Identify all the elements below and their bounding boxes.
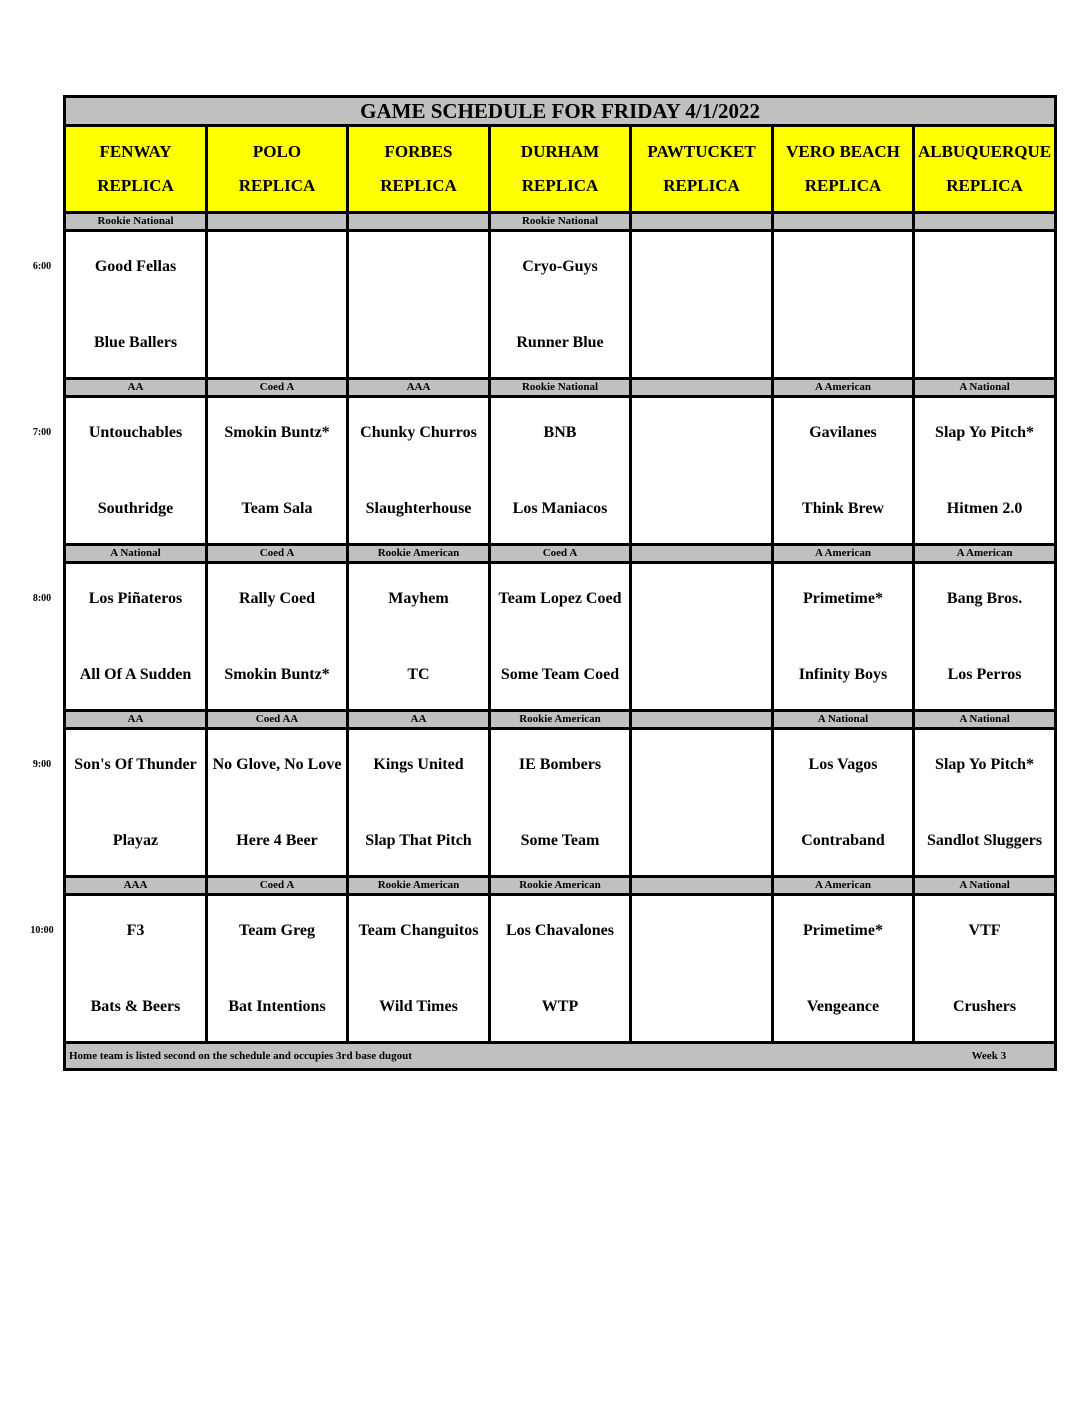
field-type: REPLICA xyxy=(663,176,740,195)
away-team: Team Changuitos xyxy=(358,921,479,939)
team-gap xyxy=(66,296,205,314)
team-gap xyxy=(774,794,912,812)
field-name: ALBUQUERQUE xyxy=(917,142,1052,161)
field-type: REPLICA xyxy=(804,176,882,195)
team-gap xyxy=(491,960,629,978)
division-label: Rookie National xyxy=(490,379,631,397)
division-row xyxy=(65,545,1056,563)
team-gap xyxy=(349,296,488,314)
home-team: Crushers xyxy=(952,997,1017,1015)
game-row xyxy=(65,563,1056,711)
away-team xyxy=(915,238,1054,296)
away-team: F3 xyxy=(126,921,145,939)
division-label: AA xyxy=(65,379,207,397)
division-label xyxy=(631,711,773,729)
away-team: Gavilanes xyxy=(809,423,877,441)
field-name: POLO xyxy=(252,142,302,161)
field-name: FENWAY xyxy=(99,142,172,161)
home-team: Bat Intentions xyxy=(228,997,326,1015)
game-cell xyxy=(490,231,631,379)
away-team: Slap Yo Pitch* xyxy=(935,755,1035,773)
away-team: Los Piñateros xyxy=(88,589,183,607)
team-gap xyxy=(349,628,488,646)
schedule-body xyxy=(65,97,1056,1070)
home-team xyxy=(632,978,771,1036)
away-team: Primetime* xyxy=(803,589,883,607)
schedule-table xyxy=(63,95,1057,1071)
away-team: Team Lopez Coed xyxy=(498,589,622,607)
game-cell xyxy=(631,397,773,545)
away-team: BNB xyxy=(543,423,577,441)
division-row xyxy=(65,877,1056,895)
game-cell xyxy=(348,729,490,877)
away-team xyxy=(349,238,488,296)
division-label xyxy=(773,213,914,231)
team-gap xyxy=(774,296,912,314)
team-gap xyxy=(66,794,205,812)
game-cell xyxy=(631,895,773,1043)
away-team: IE Bombers xyxy=(518,755,602,773)
division-label xyxy=(631,213,773,231)
field-header xyxy=(914,126,1056,213)
away-team xyxy=(774,238,912,296)
game-row xyxy=(65,231,1056,379)
home-team: Here 4 Beer xyxy=(236,831,318,849)
division-label: AAA xyxy=(348,379,490,397)
away-team: Primetime* xyxy=(803,921,883,939)
field-name: VERO BEACH xyxy=(786,142,900,161)
home-team: Los Perros xyxy=(947,665,1022,683)
away-team xyxy=(632,238,771,296)
game-cell xyxy=(773,397,914,545)
home-team: Los Maniacos xyxy=(512,499,608,517)
footer-content xyxy=(66,1050,1054,1062)
team-gap xyxy=(349,462,488,480)
game-row xyxy=(65,729,1056,877)
division-row xyxy=(65,711,1056,729)
game-cell xyxy=(914,895,1056,1043)
division-label xyxy=(631,379,773,397)
home-team: Southridge xyxy=(97,499,174,517)
team-gap xyxy=(915,960,1054,978)
away-team: Son's Of Thunder xyxy=(74,755,197,773)
game-row xyxy=(65,895,1056,1043)
home-team xyxy=(632,314,771,372)
game-cell xyxy=(207,895,348,1043)
field-name: DURHAM xyxy=(520,142,600,161)
division-label: A National xyxy=(65,545,207,563)
home-team: Smokin Buntz* xyxy=(224,665,330,683)
game-cell xyxy=(631,231,773,379)
division-label: A National xyxy=(773,711,914,729)
field-header xyxy=(773,126,914,213)
field-header xyxy=(631,126,773,213)
time-label: 9:00 xyxy=(32,758,52,770)
team-gap xyxy=(632,628,771,646)
division-label: Rookie American xyxy=(490,877,631,895)
away-team xyxy=(632,404,771,462)
game-cell xyxy=(490,895,631,1043)
away-team: Chunky Churros xyxy=(360,423,477,441)
division-label: Rookie American xyxy=(348,877,490,895)
game-cell xyxy=(65,729,207,877)
time-label: 7:00 xyxy=(32,426,52,438)
division-label: A American xyxy=(773,877,914,895)
away-team: Bang Bros. xyxy=(946,589,1023,607)
game-cell xyxy=(773,895,914,1043)
away-team: Los Chavalones xyxy=(505,921,615,939)
team-gap xyxy=(915,628,1054,646)
away-team: Cryo-Guys xyxy=(522,257,598,275)
field-header xyxy=(65,126,207,213)
field-type: REPLICA xyxy=(238,176,316,195)
home-team xyxy=(349,314,488,372)
home-team: Infinity Boys xyxy=(798,665,888,683)
team-gap xyxy=(915,794,1054,812)
division-label: Rookie American xyxy=(490,711,631,729)
game-cell xyxy=(914,231,1056,379)
division-label: Rookie American xyxy=(348,545,490,563)
game-cell xyxy=(348,895,490,1043)
game-cell xyxy=(348,397,490,545)
game-cell xyxy=(65,231,207,379)
division-label xyxy=(348,213,490,231)
game-cell xyxy=(348,231,490,379)
team-gap xyxy=(774,628,912,646)
away-team: Kings United xyxy=(373,755,464,773)
team-gap xyxy=(349,960,488,978)
away-team xyxy=(632,902,771,960)
week-label: Week 3 xyxy=(971,1050,1007,1062)
team-gap xyxy=(491,462,629,480)
team-gap xyxy=(208,628,346,646)
team-gap xyxy=(915,462,1054,480)
division-label: Rookie National xyxy=(490,213,631,231)
field-name: PAWTUCKET xyxy=(647,142,756,161)
game-cell xyxy=(490,397,631,545)
division-label: A National xyxy=(914,379,1056,397)
division-label xyxy=(631,877,773,895)
game-cell xyxy=(773,231,914,379)
home-team: Team Sala xyxy=(241,499,313,517)
home-team: Wild Times xyxy=(379,997,458,1015)
team-gap xyxy=(632,960,771,978)
field-header xyxy=(207,126,348,213)
schedule-title: GAME SCHEDULE FOR FRIDAY 4/1/2022 xyxy=(65,97,1056,126)
division-label xyxy=(631,545,773,563)
away-team: Untouchables xyxy=(88,423,183,441)
home-team: Sandlot Sluggers xyxy=(926,831,1043,849)
field-name: FORBES xyxy=(384,142,453,161)
home-team: Vengeance xyxy=(806,997,880,1015)
field-header xyxy=(490,126,631,213)
division-label xyxy=(914,213,1056,231)
field-type: REPLICA xyxy=(97,176,174,195)
team-gap xyxy=(66,462,205,480)
game-cell xyxy=(490,729,631,877)
home-team: WTP xyxy=(541,997,579,1015)
home-team: Bats & Beers xyxy=(90,997,181,1015)
game-cell xyxy=(207,231,348,379)
game-cell xyxy=(65,563,207,711)
game-cell xyxy=(207,397,348,545)
team-gap xyxy=(774,462,912,480)
home-team: Some Team Coed xyxy=(500,665,620,683)
home-team: Hitmen 2.0 xyxy=(946,499,1023,517)
team-gap xyxy=(491,296,629,314)
team-gap xyxy=(66,960,205,978)
field-type: REPLICA xyxy=(521,176,599,195)
home-team: Some Team xyxy=(520,831,600,849)
game-cell xyxy=(914,729,1056,877)
game-cell xyxy=(348,563,490,711)
field-type: REPLICA xyxy=(380,176,457,195)
title-row xyxy=(65,97,1056,126)
team-gap xyxy=(208,296,346,314)
game-cell xyxy=(631,729,773,877)
home-team: Blue Ballers xyxy=(93,333,178,351)
game-cell xyxy=(207,729,348,877)
home-team: Playaz xyxy=(112,831,159,849)
game-cell xyxy=(207,563,348,711)
home-team xyxy=(208,314,346,372)
field-header xyxy=(348,126,490,213)
home-team: Slaughterhouse xyxy=(365,499,472,517)
away-team: Good Fellas xyxy=(94,257,177,275)
team-gap xyxy=(208,960,346,978)
game-cell xyxy=(65,397,207,545)
division-label: AA xyxy=(65,711,207,729)
team-gap xyxy=(632,462,771,480)
division-row xyxy=(65,213,1056,231)
game-cell xyxy=(490,563,631,711)
home-team xyxy=(774,314,912,372)
team-gap xyxy=(915,296,1054,314)
home-team xyxy=(632,812,771,870)
home-team xyxy=(915,314,1054,372)
home-team: TC xyxy=(407,665,430,683)
away-team: Team Greg xyxy=(239,921,315,939)
away-team: Smokin Buntz* xyxy=(224,423,330,441)
team-gap xyxy=(632,794,771,812)
field-header-row xyxy=(65,126,1056,213)
footer-note: Home team is listed second on the schedule and occupies 3rd base dugout xyxy=(69,1050,412,1062)
away-team: Slap Yo Pitch* xyxy=(935,423,1035,441)
game-cell xyxy=(914,563,1056,711)
division-label: Coed A xyxy=(207,877,348,895)
home-team: Runner Blue xyxy=(516,333,604,351)
game-row xyxy=(65,397,1056,545)
division-row xyxy=(65,379,1056,397)
away-team: VTF xyxy=(968,921,1001,939)
team-gap xyxy=(491,628,629,646)
away-team xyxy=(632,570,771,628)
team-gap xyxy=(66,628,205,646)
footer-row xyxy=(65,1043,1056,1070)
division-label: Rookie National xyxy=(65,213,207,231)
division-label: A National xyxy=(914,711,1056,729)
home-team: Think Brew xyxy=(802,499,884,517)
away-team: Los Vagos xyxy=(808,755,878,773)
time-label: 10:00 xyxy=(30,924,54,936)
division-label: Coed A xyxy=(207,379,348,397)
home-team xyxy=(632,646,771,704)
game-cell xyxy=(773,563,914,711)
game-cell xyxy=(631,563,773,711)
home-team: Slap That Pitch xyxy=(365,831,472,849)
away-team: No Glove, No Love xyxy=(212,755,342,773)
division-label: A National xyxy=(914,877,1056,895)
team-gap xyxy=(349,794,488,812)
home-team: Contraband xyxy=(801,831,885,849)
away-team xyxy=(632,736,771,794)
division-label: A American xyxy=(773,379,914,397)
division-label: Coed A xyxy=(490,545,631,563)
home-team: All Of A Sudden xyxy=(79,665,192,683)
division-label xyxy=(207,213,348,231)
division-label: AAA xyxy=(65,877,207,895)
away-team xyxy=(208,238,346,296)
field-type: REPLICA xyxy=(946,176,1023,195)
team-gap xyxy=(208,794,346,812)
time-label: 8:00 xyxy=(32,592,52,604)
division-label: Coed AA xyxy=(207,711,348,729)
division-label: Coed A xyxy=(207,545,348,563)
division-label: AA xyxy=(348,711,490,729)
team-gap xyxy=(774,960,912,978)
game-cell xyxy=(914,397,1056,545)
team-gap xyxy=(491,794,629,812)
home-team xyxy=(632,480,771,538)
division-label: A American xyxy=(914,545,1056,563)
time-label: 6:00 xyxy=(32,260,52,272)
division-label: A American xyxy=(773,545,914,563)
game-cell xyxy=(65,895,207,1043)
team-gap xyxy=(208,462,346,480)
away-team: Mayhem xyxy=(388,589,449,607)
team-gap xyxy=(632,296,771,314)
footer-cell xyxy=(65,1043,1056,1070)
away-team: Rally Coed xyxy=(239,589,315,607)
game-cell xyxy=(773,729,914,877)
